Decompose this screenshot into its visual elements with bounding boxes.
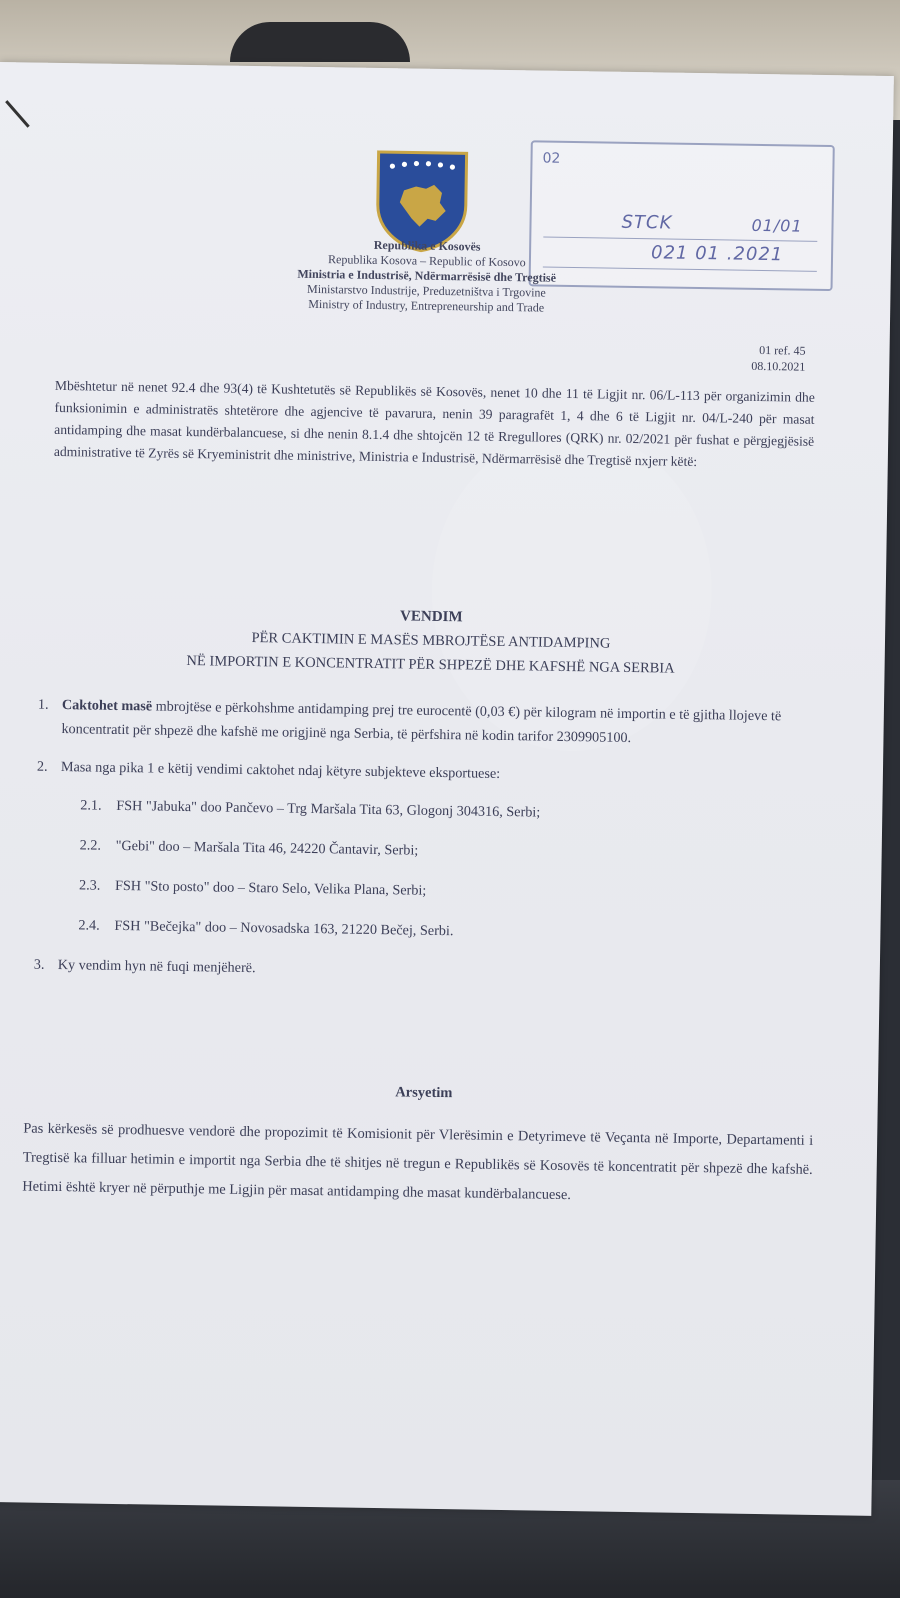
item-lead: Caktohet masë <box>61 697 153 715</box>
sub-item-number: 2.2. <box>79 837 102 854</box>
header-ministry-en: Ministry of Industry, Entrepreneurship and Trade <box>308 296 545 315</box>
justification-heading: Arsyetim <box>395 1084 453 1102</box>
document-reference <box>685 341 805 375</box>
decision-items <box>33 693 798 1003</box>
header-ministry-sq: Ministria e Industrisë, Ndërmarrësisë dhe Tregtisë <box>297 266 557 285</box>
reference-date: 08.10.2021 <box>751 358 806 374</box>
item-number: 1. <box>37 696 49 713</box>
legal-basis-paragraph: Mbështetur në nenet 92.4 dhe 93(4) të Kushtetutës së Republikës së Kosovës, nenet 10 dhe 11 të Ligjit nr. 06/L-113 për organizimin dhe funksionimin e administratës shtetërore dhe agjencive të pavarura, nenin 39 paragrafët 1, 4 dhe 6 të Ligjit nr. 04/L-240 për masat antidamping dhe masat kundërbalancuese, si dhe nenin 8.1.4 dhe shtojcën 12 të Rregullores (QRK) nr. 02/2021 për fushat e përgjegjësisë administrative të Zyrës së Kryeministrit dhe ministrive, Ministria e Industrisë, Ndërmarrësisë dhe Tregtisë nxjerr këtë: <box>53 377 815 469</box>
header-ministry-sr: Ministarstvo Industrije, Preduzetništva i Trgovine <box>306 281 546 300</box>
item-text: Ky vendim hyn në fuqi menjëherë. <box>57 957 256 977</box>
list-item <box>37 693 798 753</box>
sub-item-number: 2.4. <box>78 917 100 934</box>
stamp-handwritten-date: 021 01 .2021 <box>650 242 784 266</box>
sub-list-item <box>60 833 796 869</box>
decision-heading: VENDIM <box>399 608 463 626</box>
stamp-handwritten-code: STCK <box>621 211 673 234</box>
sub-item-number: 2.3. <box>78 877 101 894</box>
sub-item-text: "Gebi" doo – Maršala Tita 46, 24220 Čantavir, Serbi; <box>115 837 419 859</box>
sub-item-number: 2.1. <box>80 797 102 814</box>
decision-title <box>50 599 811 683</box>
sub-list-item <box>58 913 794 949</box>
item-text: mbrojtëse e përkohshme antidamping prej tre eurocentë (0,03 €) për kilogram në importin e të gjitha llojeve të koncentratit për shpezë dhe kafshë me origjinë nga Serbia, të përfshira në kodin tarifor 2309905100. <box>61 698 782 746</box>
sub-list-item <box>59 873 795 909</box>
pen-mark <box>5 100 30 128</box>
decision-subtitle-2: NË IMPORTIN E KONCENTRATIT PËR SHPEZË DHE KAFSHË NGA SERBIA <box>186 653 675 677</box>
background-object <box>230 22 410 62</box>
header-republic-sq: Republika e Kosovës <box>373 237 481 254</box>
header-republic-multilang: Republika Kosova – Republic of Kosovo <box>328 252 526 270</box>
stamp-handwritten-number: 01/01 <box>751 215 803 236</box>
sub-item-text: FSH "Bečejka" doo – Novosadska 163, 21220 Bečej, Serbi. <box>114 917 454 940</box>
item-number: 3. <box>33 956 45 973</box>
document-page <box>0 62 894 1516</box>
justification-paragraph: Pas kërkesës së prodhuesve vendorë dhe propozimit të Komisionit për Vlerësimin e Detyrimeve të Veçanta në Importe, Departamenti i Tregtisë ka filluar hetimin e importit nga Serbia dhe të shitjes në tregun e Republikës së Kosovës të koncentratit për shpezë dhe kafshë. Hetimi është kryer në përputhje me Ligjin për masat antidamping dhe masat kundërbalancuese. <box>22 1120 814 1204</box>
sub-item-text: FSH "Jabuka" doo Pančevo – Trg Maršala Tita 63, Glogonj 304316, Serbi; <box>116 797 541 821</box>
list-item <box>34 755 797 949</box>
item-number: 2. <box>36 758 48 775</box>
sub-list-item <box>60 793 796 829</box>
item-text: Masa nga pika 1 e këtij vendimi caktohet ndaj këtyre subjekteve eksportuese: <box>60 759 501 782</box>
list-item <box>34 953 794 989</box>
ministry-header <box>206 235 647 317</box>
reference-number: 01 ref. 45 <box>759 342 806 358</box>
decision-subtitle-1: PËR CAKTIMIN E MASËS MBROJTËSE ANTIDAMPING <box>251 630 611 652</box>
stamp-mark: 02 <box>542 150 561 167</box>
sub-item-text: FSH "Sto posto" doo – Staro Selo, Velika Plana, Serbi; <box>114 877 427 899</box>
